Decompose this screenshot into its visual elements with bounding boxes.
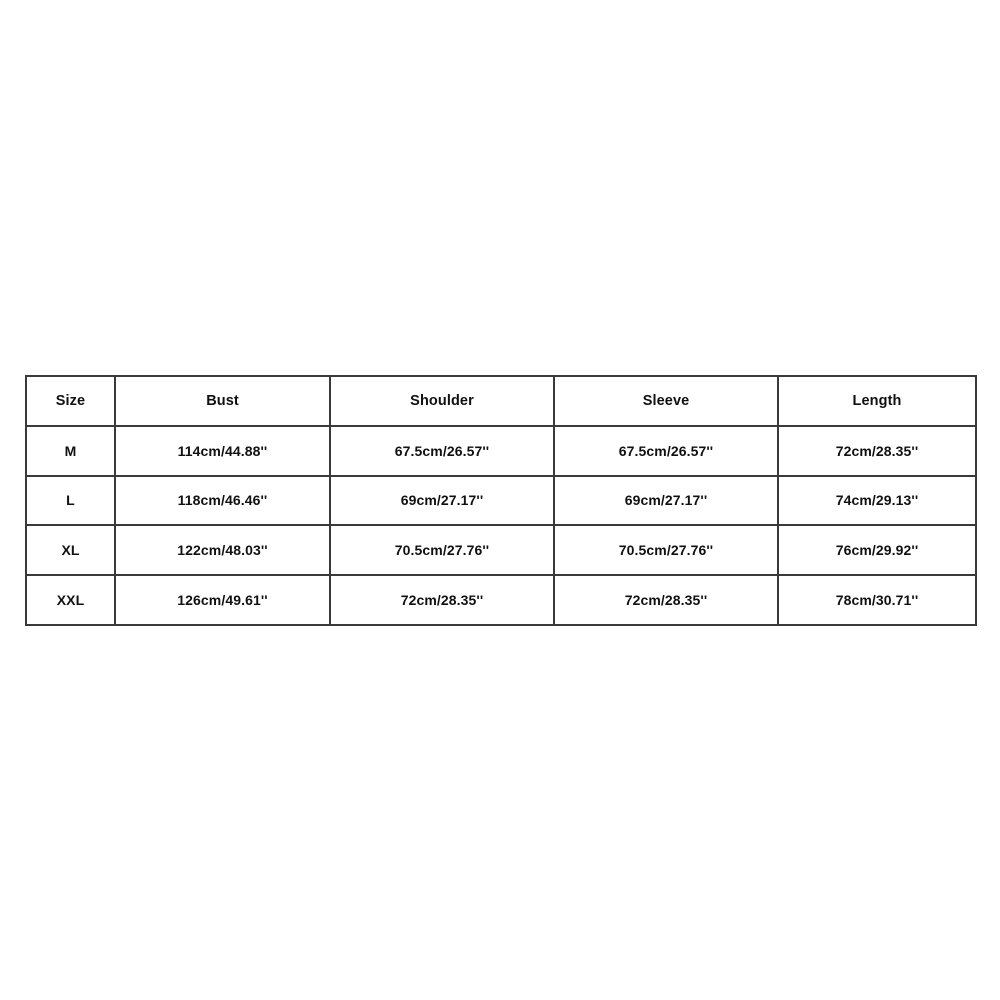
table-row bbox=[26, 426, 976, 476]
table-row bbox=[26, 525, 976, 575]
bust-cell: 118cm/46.46'' bbox=[115, 476, 330, 526]
length-cell: 76cm/29.92'' bbox=[778, 525, 976, 575]
size-chart-table bbox=[25, 375, 977, 626]
size-cell: L bbox=[26, 476, 115, 526]
shoulder-cell: 70.5cm/27.76'' bbox=[330, 525, 554, 575]
shoulder-cell: 69cm/27.17'' bbox=[330, 476, 554, 526]
sleeve-cell: 69cm/27.17'' bbox=[554, 476, 778, 526]
size-cell: XXL bbox=[26, 575, 115, 625]
length-cell: 72cm/28.35'' bbox=[778, 426, 976, 476]
bust-cell: 126cm/49.61'' bbox=[115, 575, 330, 625]
header-bust: Bust bbox=[115, 376, 330, 426]
length-cell: 74cm/29.13'' bbox=[778, 476, 976, 526]
header-length: Length bbox=[778, 376, 976, 426]
bust-cell: 114cm/44.88'' bbox=[115, 426, 330, 476]
sleeve-cell: 70.5cm/27.76'' bbox=[554, 525, 778, 575]
shoulder-cell: 72cm/28.35'' bbox=[330, 575, 554, 625]
length-cell: 78cm/30.71'' bbox=[778, 575, 976, 625]
table-header-row bbox=[26, 376, 976, 426]
shoulder-cell: 67.5cm/26.57'' bbox=[330, 426, 554, 476]
table-row bbox=[26, 575, 976, 625]
header-size: Size bbox=[26, 376, 115, 426]
bust-cell: 122cm/48.03'' bbox=[115, 525, 330, 575]
header-shoulder: Shoulder bbox=[330, 376, 554, 426]
sleeve-cell: 72cm/28.35'' bbox=[554, 575, 778, 625]
size-cell: M bbox=[26, 426, 115, 476]
size-cell: XL bbox=[26, 525, 115, 575]
header-sleeve: Sleeve bbox=[554, 376, 778, 426]
sleeve-cell: 67.5cm/26.57'' bbox=[554, 426, 778, 476]
table-row bbox=[26, 476, 976, 526]
